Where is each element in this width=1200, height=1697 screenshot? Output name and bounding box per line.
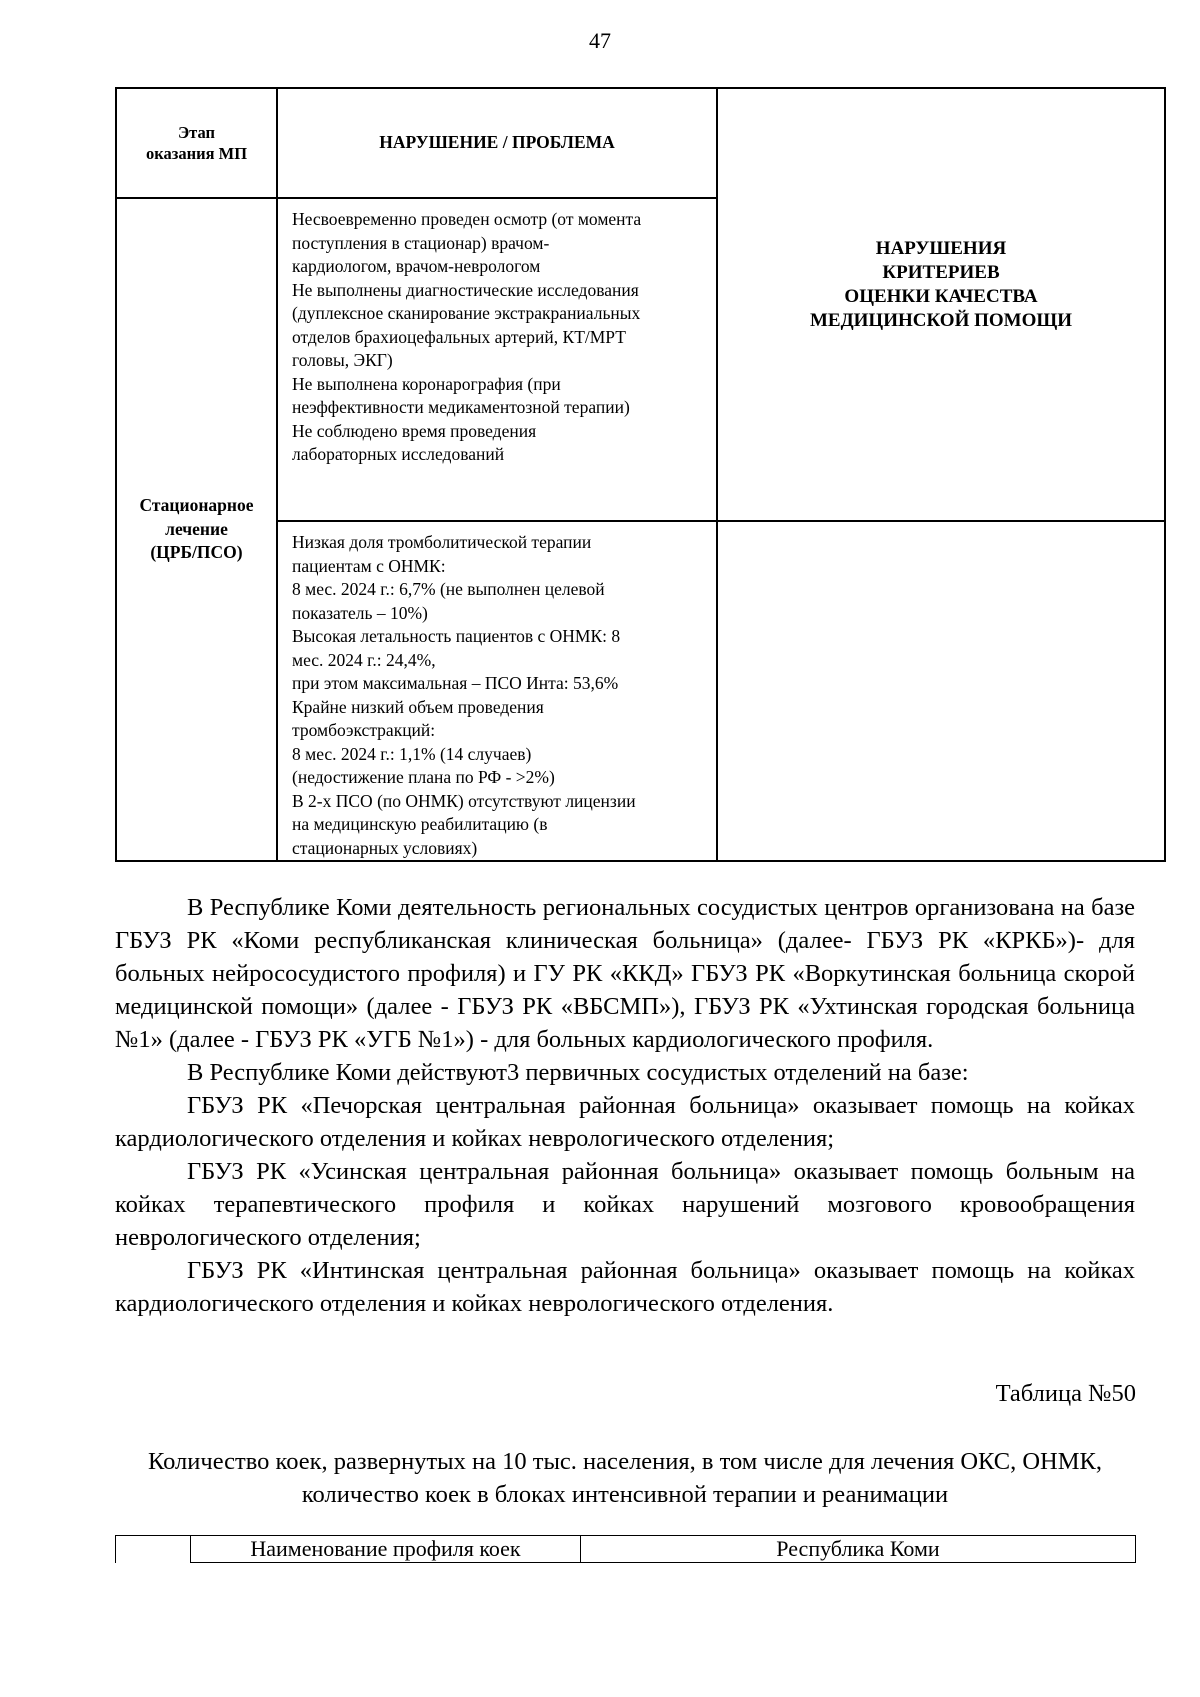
problem-line: (дуплексное сканирование экстракраниальных — [292, 303, 641, 323]
stage-line: лечение — [165, 518, 228, 539]
body-text — [115, 891, 1135, 1320]
criteria-line: ОЦЕНКИ КАЧЕСТВА — [844, 285, 1038, 307]
beds-header-blank — [116, 1536, 191, 1563]
beds-header-profile: Наименование профиля коек — [191, 1536, 581, 1563]
stage-line: (ЦРБ/ПСО) — [150, 542, 243, 563]
problem-line: Высокая летальность пациентов с ОНМК: 8 — [292, 626, 621, 646]
problem-line: стационарных условиях) — [292, 837, 478, 858]
problem-line: пациентам с ОНМК: — [292, 555, 446, 576]
problem-line: 8 мес. 2024 г.: 1,1% (14 случаев) — [292, 743, 532, 764]
problem-line: на медицинскую реабилитацию (в — [292, 814, 548, 834]
problem-line: В 2-х ПСО (по ОНМК) отсутствуют лицензии — [292, 790, 636, 811]
problem-line: головы, ЭКГ) — [292, 350, 393, 370]
problem-line: (недостижение плана по РФ - >2%) — [292, 767, 555, 787]
problem-line: показатель – 10%) — [292, 602, 428, 623]
problem-cell-1 — [277, 198, 717, 521]
problem-line: отделов брахиоцефальных артерий, КТ/МРТ — [292, 326, 626, 347]
criteria-line: НАРУШЕНИЯ — [875, 237, 1007, 259]
beds-header-region: Республика Коми — [581, 1536, 1136, 1563]
problem-line: при этом максимальная – ПСО Инта: 53,6% — [292, 673, 619, 693]
stage-line: Стационарное — [139, 495, 254, 516]
paragraph: ГБУЗ РК «Интинская центральная районная больница» оказывает помощь на койках кардиологического отделения и койках неврологического отделения. — [115, 1257, 1135, 1317]
paragraph: В Республике Коми действуют3 первичных сосудистых отделений на базе: — [187, 1059, 969, 1086]
problem-line: Крайне низкий объем проведения — [292, 696, 544, 717]
empty-criteria-cell — [717, 521, 1165, 861]
problem-line: кардиологом, врачом-неврологом — [292, 256, 541, 276]
table-caption-number: Таблица №50 — [995, 1380, 1136, 1407]
beds-table — [115, 1535, 1136, 1563]
table-title: Количество коек, развернутых на 10 тыс. населения, в том числе для лечения ОКС, ОНМК, количество коек в блоках интенсивной терапии и реанимации — [147, 1448, 1102, 1508]
criteria-line: КРИТЕРИЕВ — [882, 261, 1000, 283]
problem-line: поступления в стационар) врачом- — [292, 232, 550, 253]
violations-table — [115, 87, 1166, 862]
stage-cell — [116, 198, 277, 861]
header-problem: НАРУШЕНИЕ / ПРОБЛЕМА — [277, 88, 717, 198]
criteria-cell — [717, 88, 1165, 521]
criteria-line: МЕДИЦИНСКОЙ ПОМОЩИ — [809, 309, 1073, 331]
paragraph: ГБУЗ РК «Усинская центральная районная больница» оказывает помощь больным на койках терапевтического профиля и койках нарушений мозгового кровообращения неврологического отделения; — [115, 1158, 1135, 1251]
header-stage-line: Этап — [177, 123, 216, 142]
problem-line: Низкая доля тромболитической терапии — [292, 532, 592, 552]
problem-line: Не соблюдено время проведения — [292, 420, 537, 441]
problem-line: Не выполнены диагностические исследования — [292, 279, 639, 300]
problem-line: неэффективности медикаментозной терапии) — [292, 397, 630, 417]
problem-line: тромбоэкстракций: — [292, 720, 436, 740]
paragraph: В Республике Коми деятельность региональных сосудистых центров организована на базе ГБУЗ РК «Коми республиканская клиническая больница» (далее- ГБУЗ РК «КРКБ»)- для больных нейрососудистого профиля) и ГУ РК «ККД» ГБУЗ РК «Воркутинская больница скорой медицинской помощи» (далее - ГБУЗ РК «ВБСМП»), ГБУЗ РК «Ухтинская городская больница №1» (далее - ГБУЗ РК «УГБ №1») - для больных кардиологического профиля. — [115, 894, 1135, 1053]
problem-cell-2 — [277, 521, 717, 861]
problem-line: Несвоевременно проведен осмотр (от момента — [292, 209, 642, 229]
header-stage-line: оказания МП — [145, 144, 248, 163]
page-number: 47 — [589, 28, 611, 53]
problem-line: 8 мес. 2024 г.: 6,7% (не выполнен целевой — [292, 579, 605, 599]
header-stage — [116, 88, 277, 198]
problem-line: мес. 2024 г.: 24,4%, — [292, 649, 436, 670]
paragraph: ГБУЗ РК «Печорская центральная районная больница» оказывает помощь на койках кардиологического отделения и койках неврологического отделения; — [115, 1092, 1135, 1152]
problem-line: лабораторных исследований — [292, 444, 505, 464]
problem-line: Не выполнена коронарография (при — [292, 373, 561, 394]
